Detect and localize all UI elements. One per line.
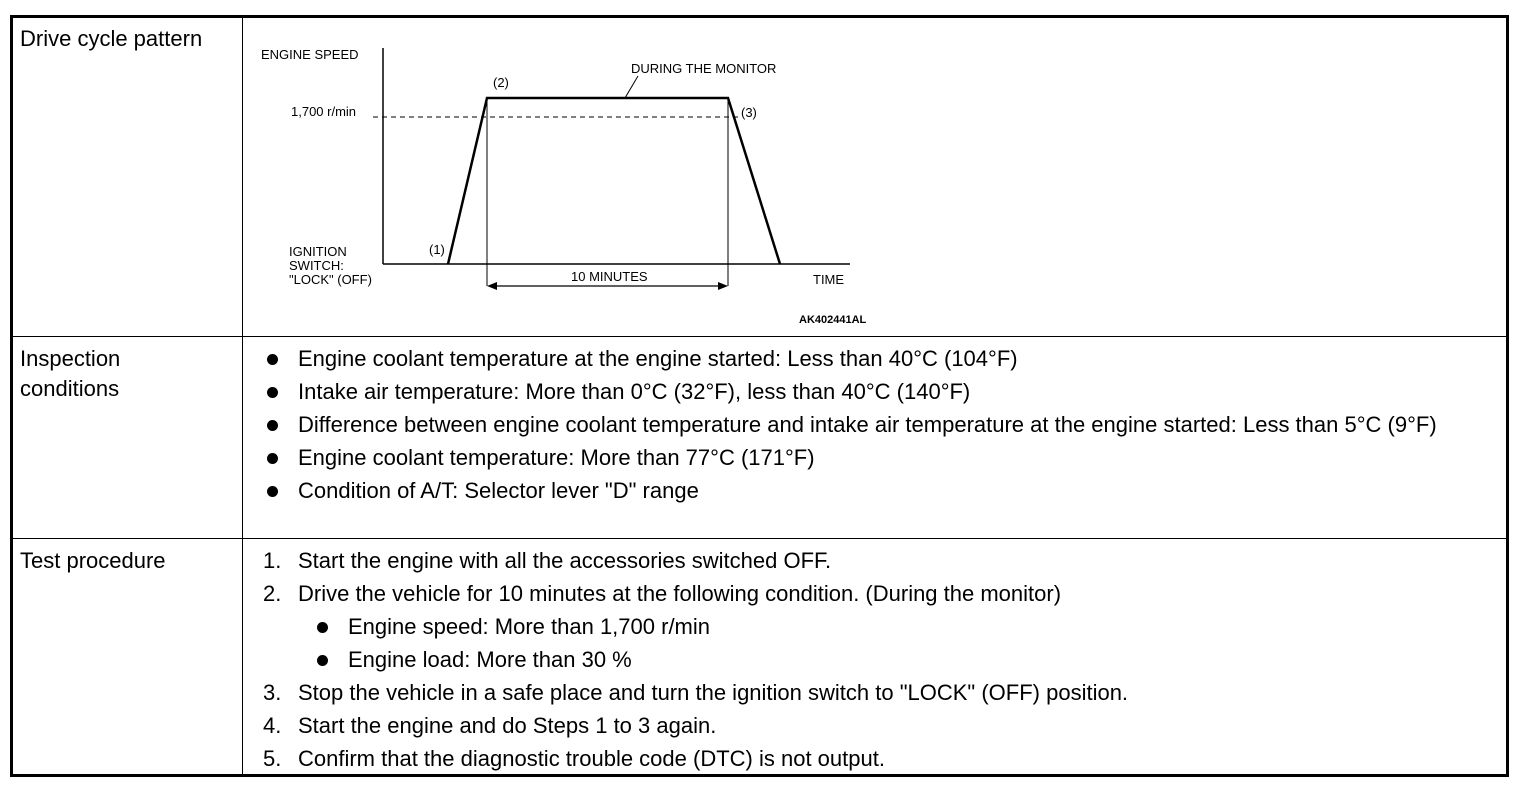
condition-text: Condition of A/T: Selector lever "D" range	[298, 478, 699, 503]
condition-text: Difference between engine coolant temperature and intake air temperature at the engine started: Less than 5°C (9°F)	[298, 412, 1437, 437]
step-text: Drive the vehicle for 10 minutes at the following condition. (During the monitor)	[298, 581, 1062, 606]
monitor-leader-line	[625, 76, 638, 98]
speed-profile-line	[448, 98, 780, 264]
step-number: 3.	[263, 680, 282, 705]
y-axis-label: ENGINE SPEED	[261, 47, 359, 62]
arrow-head-right	[718, 282, 728, 290]
condition-text: Engine load: More than 30 %	[348, 647, 632, 672]
bullet-icon	[267, 486, 278, 497]
list-item	[263, 546, 1493, 576]
row-label-inspection-conditions: Inspection conditions	[20, 346, 121, 401]
condition-text: Intake air temperature: More than 0°C (32°F), less than 40°C (140°F)	[298, 379, 971, 404]
list-item	[263, 612, 1493, 642]
speed-level-label: 1,700 r/min	[291, 104, 357, 119]
row-label-drive-cycle-pattern: Drive cycle pattern	[20, 26, 203, 51]
x-axis-label: TIME	[813, 272, 845, 287]
list-item	[263, 645, 1493, 675]
list-item	[263, 410, 1493, 440]
step-number: 4.	[263, 713, 282, 738]
list-item	[263, 678, 1493, 708]
list-item	[263, 711, 1493, 741]
row-divider	[13, 538, 1506, 539]
step-number: 5.	[263, 746, 282, 771]
list-item	[263, 579, 1493, 675]
step-number: 2.	[263, 581, 282, 606]
bullet-icon	[267, 453, 278, 464]
point-2-label: (2)	[493, 75, 509, 90]
monitor-label: DURING THE MONITOR	[631, 61, 777, 76]
condition-text: Engine coolant temperature at the engine started: Less than 40°C (104°F)	[298, 346, 1018, 371]
list-item	[263, 476, 1493, 506]
list-item	[263, 377, 1493, 407]
bullet-icon	[267, 387, 278, 398]
step-number: 1.	[263, 548, 282, 573]
test-procedure-list	[263, 546, 1493, 777]
step-text: Start the engine with all the accessories switched OFF.	[298, 548, 832, 573]
condition-text: Engine speed: More than 1,700 r/min	[348, 614, 711, 639]
step-2-conditions	[298, 612, 1493, 675]
drive-cycle-diagram	[243, 18, 893, 336]
bullet-icon	[317, 622, 328, 633]
row-label-test-procedure: Test procedure	[20, 548, 166, 573]
point-3-label: (3)	[741, 105, 757, 120]
step-text: Confirm that the diagnostic trouble code (DTC) is not output.	[298, 746, 885, 771]
point-1-label: (1)	[429, 242, 445, 257]
origin-label-line-2: SWITCH:	[289, 258, 344, 273]
step-text: Stop the vehicle in a safe place and turn the ignition switch to "LOCK" (OFF) position.	[298, 680, 1129, 705]
row-divider	[13, 336, 1506, 337]
condition-text: Engine coolant temperature: More than 77°C (171°F)	[298, 445, 815, 470]
duration-label: 10 MINUTES	[571, 269, 648, 284]
bullet-icon	[267, 420, 278, 431]
list-item	[263, 744, 1493, 774]
bullet-icon	[317, 655, 328, 666]
step-text: Start the engine and do Steps 1 to 3 again.	[298, 713, 717, 738]
figure-code: AK402441AL	[799, 314, 867, 326]
drive-cycle-table	[10, 15, 1509, 777]
origin-label-line-1: IGNITION	[289, 244, 347, 259]
list-item	[263, 344, 1493, 374]
list-item	[263, 443, 1493, 473]
origin-label-line-3: "LOCK" (OFF)	[289, 272, 372, 287]
arrow-head-left	[487, 282, 497, 290]
bullet-icon	[267, 354, 278, 365]
inspection-conditions-list	[263, 344, 1493, 509]
